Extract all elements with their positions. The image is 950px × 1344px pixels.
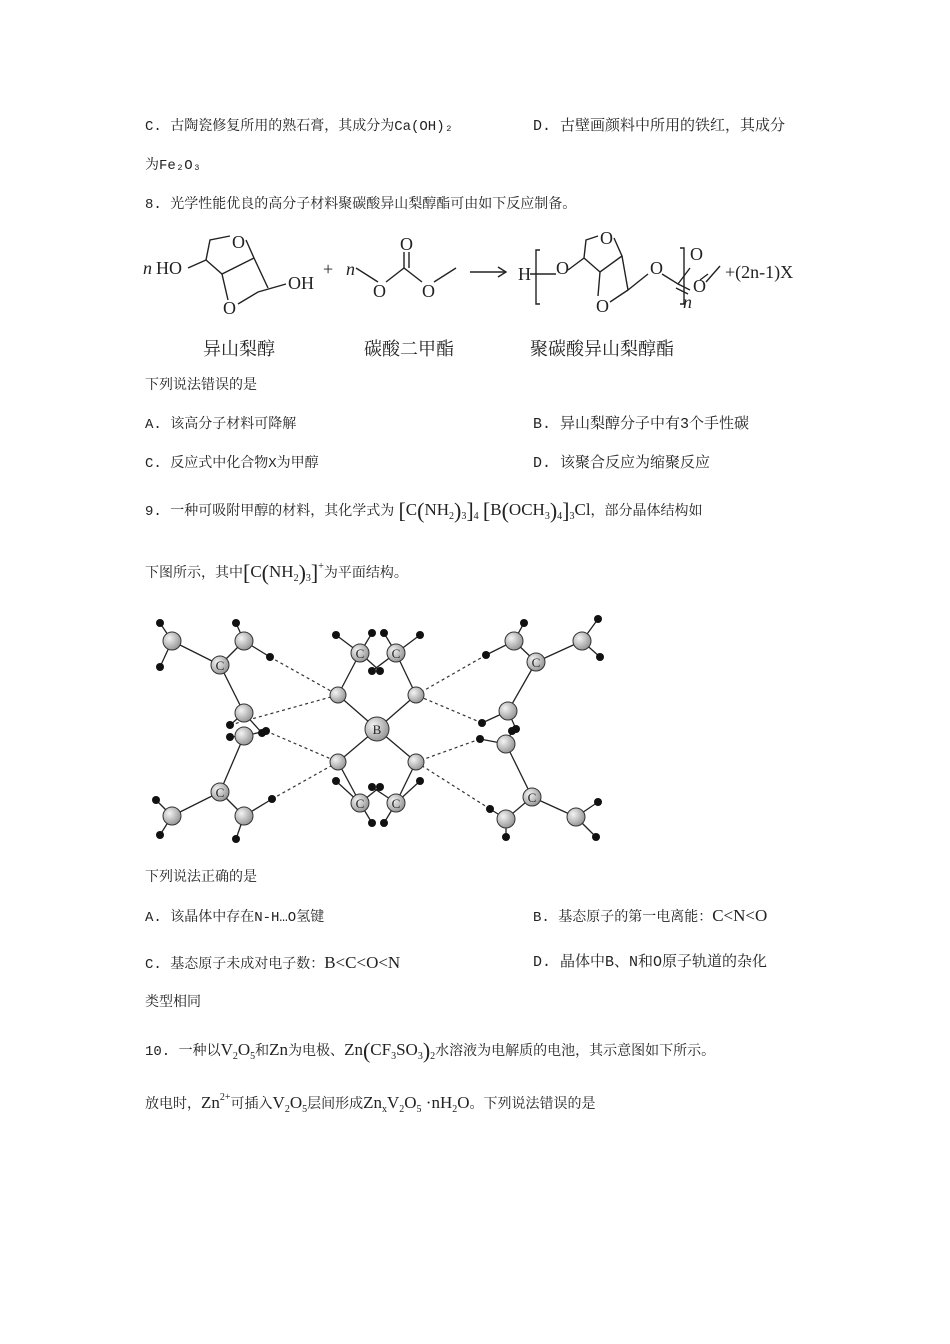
reactant2-coefficient: n [346,259,355,279]
reactant1-coefficient: n [143,258,152,278]
hydrogen-bond-7 [416,762,490,809]
label-dimethyl-carbonate: 碳酸二甲酯 [364,339,454,360]
hydrogen-atom [332,631,340,639]
plus-sign: + [323,259,334,279]
carbonate-o-left: O [373,281,386,301]
hydrogen-atom [508,727,516,735]
hydrogen-atom [156,831,164,839]
hydrogen-atom [476,735,484,743]
q10-stem-line2: 放电时，$Zn^{2+}$可插入$V_2O_5$层间形成$Zn_xV_2O_5 \cdot nH_2O$。下列说法错误的是 [145,1092,596,1115]
hydrogen-atom [478,719,486,727]
oxygen-atom [330,754,346,770]
hydrogen-atom [226,733,234,741]
q9-option-b: B. 基态原子的第一电离能：C<N<O [533,906,768,926]
product-o-right: O [650,258,663,278]
hydrogen-bond-2 [266,731,338,762]
product-o-ester: O [693,276,706,296]
q7-option-d-continued: 为Fe₂O₃ [145,158,202,174]
reactant1-ring-o-top: O [232,232,245,252]
q8-reaction-scheme [0,228,950,338]
q8-stem: 8. 光学性能优良的高分子材料聚碳酸异山梨醇酯可由如下反应制备。 [145,197,577,213]
oxygen-atom [330,687,346,703]
q8-option-c: C. 反应式中化合物X为甲醇 [145,456,319,472]
nitrogen-atom [573,632,591,650]
hydrogen-atom [152,796,160,804]
methyl-carbon-atom-label: C [391,796,401,811]
q9-option-c: C. 基态原子未成对电子数：B<C<O<N [145,953,401,973]
hydrogen-bond-6 [416,739,480,762]
carbon-atom-label: C [531,655,541,670]
reactant1-ring-o-bottom: O [223,298,236,318]
hydrogen-atom [156,619,164,627]
hydrogen-atom [416,631,424,639]
methyl-carbon-atom-label: C [355,646,365,661]
product-ring-o-top: O [600,228,613,248]
hydrogen-atom [368,819,376,827]
product-o-top-carbonyl: O [690,244,703,264]
hydrogen-atom [226,721,234,729]
q9-prompt: 下列说法正确的是 [145,870,257,886]
q8-option-a: A. 该高分子材料可降解 [145,417,297,433]
hydrogen-atom [232,835,240,843]
nitrogen-atom [235,704,253,722]
carbonate-o-right: O [422,281,435,301]
nitrogen-atom [505,632,523,650]
nitrogen-atom [163,632,181,650]
q8-option-d: D. 该聚合反应为缩聚反应 [533,455,711,472]
hydrogen-bond-3 [272,762,338,799]
hydrogen-atom [368,629,376,637]
boron-atom-label: B [372,722,382,737]
hydrogen-atom [380,819,388,827]
hydrogen-atom [262,727,270,735]
nitrogen-atom [499,702,517,720]
oxygen-atom [408,754,424,770]
hydrogen-atom [156,663,164,671]
methyl-carbon-atom-label: C [355,796,365,811]
q7-option-c: C. 古陶瓷修复所用的熟石膏，其成分为Ca(OH)₂ [145,119,454,135]
q9-stem-line2: 下图所示，其中$[C(NH_2)_3]^+$为平面结构。 [145,560,408,585]
nitrogen-atom [235,727,253,745]
hydrogen-atom [368,667,376,675]
nitrogen-atom [497,810,515,828]
carbonate-o-top: O [400,234,413,254]
product-h: H [518,264,531,284]
hydrogen-atom [376,783,384,791]
q10-stem-line1: 10. 一种以$V_2O_5$和Zn为电极、$Zn(CF_3SO_3)_2$水溶液为电解质的电池，其示意图如下所示。 [145,1038,716,1063]
reactant1-oh: OH [288,273,314,293]
q8-option-b: B. 异山梨醇分子中有3个手性碳 [533,416,750,433]
q9-option-a: A. 该晶体中存在N-H…O氢键 [145,910,325,926]
nitrogen-atom [235,632,253,650]
oxygen-atom [408,687,424,703]
q9-option-d-continued: 类型相同 [145,995,201,1011]
reactant1-ho: HO [156,258,182,278]
crystal-structure-diagram [0,605,950,855]
carbon-atom-label: C [215,785,225,800]
label-polycarbonate: 聚碳酸异山梨醇酯 [530,339,674,360]
hydrogen-bond-5 [416,655,486,695]
hydrogen-atom [376,667,384,675]
carbon-atom-label: C [215,658,225,673]
hydrogen-atom [232,619,240,627]
hydrogen-atom [380,629,388,637]
hydrogen-atom [416,777,424,785]
hydrogen-atom [486,805,494,813]
nitrogen-atom [235,807,253,825]
nitrogen-atom [497,735,515,753]
hydrogen-atom [266,653,274,661]
hydrogen-atom [482,651,490,659]
q9-stem: 9. 一种可吸附甲醇的材料，其化学式为 $[C(NH_2)_3]_4$ $[B(OCH_3)_4]_3Cl$，部分晶体结构如 [145,498,703,523]
product-ring-o-bottom: O [596,296,609,316]
hydrogen-bond-4 [416,695,482,723]
q7-option-d: D. 古壁画颜料中所用的铁红，其成分 [533,118,786,135]
product-o-left: O [556,258,569,278]
hydrogen-atom [332,777,340,785]
hydrogen-atom [594,615,602,623]
q8-prompt: 下列说法错误的是 [145,378,257,394]
hydrogen-atom [520,619,528,627]
hydrogen-bond-0 [270,657,338,695]
hydrogen-atom [268,795,276,803]
hydrogen-atom [368,783,376,791]
label-isosorbide: 异山梨醇 [203,339,275,360]
hydrogen-atom [502,833,510,841]
hydrogen-atom [592,833,600,841]
nitrogen-atom [567,808,585,826]
hydrogen-atom [594,798,602,806]
nitrogen-atom [163,807,181,825]
product-repeat-n: n [683,292,692,312]
methyl-carbon-atom-label: C [391,646,401,661]
q9-cation-formula: $[C(NH_2)_3]^+$ [243,560,324,585]
q9-formula: $[C(NH_2)_3]_4$ $[B(OCH_3)_4]_3Cl$ [398,498,591,523]
q9-option-d: D. 晶体中B、N和O原子轨道的杂化 [533,954,768,971]
byproduct: +(2n-1)X [725,262,794,282]
hydrogen-atom [596,653,604,661]
carbon-atom-label: C [527,790,537,805]
